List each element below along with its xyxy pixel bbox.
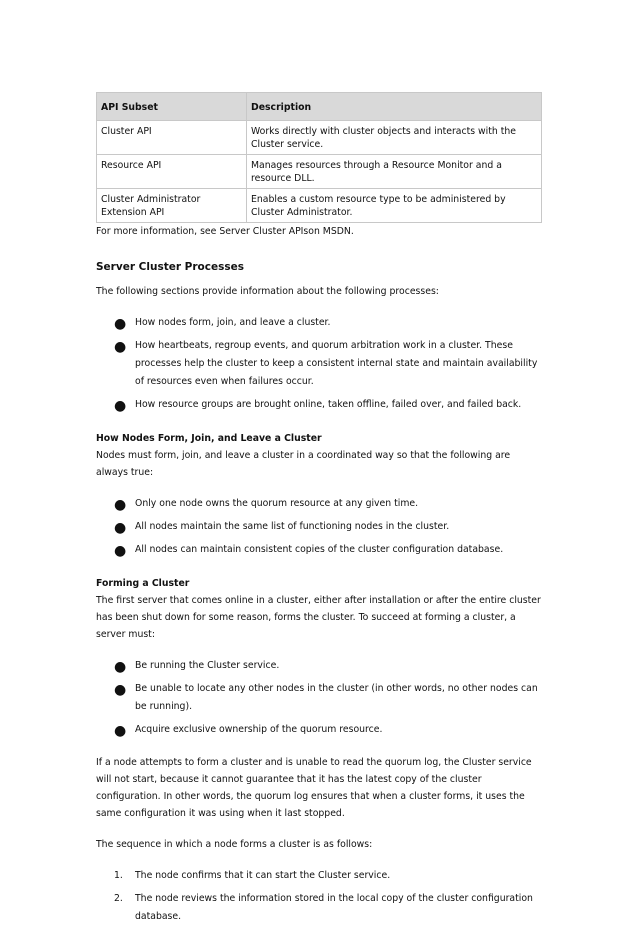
list-item-text: Be unable to locate any other nodes in the cluster (in other words, no other nodes can be running). bbox=[135, 683, 538, 712]
list-item bbox=[96, 495, 542, 513]
list-item-text: The node confirms that it can start the Cluster service. bbox=[135, 870, 391, 881]
bullet-icon: ● bbox=[114, 398, 127, 414]
table-header-cell: API Subset bbox=[97, 93, 247, 121]
list-item bbox=[96, 518, 542, 536]
bullet-icon: ● bbox=[114, 543, 127, 559]
list-item-text: All nodes can maintain consistent copies of the cluster configuration database. bbox=[135, 544, 504, 555]
list-item bbox=[96, 890, 542, 926]
numbered-list bbox=[96, 867, 542, 926]
bullet-list bbox=[96, 314, 542, 414]
bullet-icon: ● bbox=[114, 659, 127, 675]
table-header-row bbox=[97, 93, 542, 121]
bullet-icon: ● bbox=[114, 520, 127, 536]
list-item-text: Only one node owns the quorum resource at any given time. bbox=[135, 498, 419, 509]
more-info-text: For more information, see Server Cluster APIson MSDN. bbox=[96, 226, 354, 237]
list-item bbox=[96, 314, 542, 332]
api-subset-table bbox=[96, 92, 542, 223]
table-cell: Enables a custom resource type to be administered by Cluster Administrator. bbox=[247, 189, 542, 223]
step-number: 1. bbox=[114, 870, 123, 881]
document-page bbox=[96, 92, 542, 931]
table-cell: Manages resources through a Resource Monitor and a resource DLL. bbox=[247, 155, 542, 189]
body-paragraph: If a node attempts to form a cluster and is unable to read the quorum log, the Cluster service will not start, because it cannot guarantee that it has the latest copy of the cluster configuration. In other words, the quorum log ensures that when a cluster forms, it uses the same configuration it was using when it last stopped. bbox=[96, 757, 532, 819]
subsection-heading: How Nodes Form, Join, and Leave a Cluster bbox=[96, 433, 322, 444]
list-item bbox=[96, 721, 542, 739]
bullet-icon: ● bbox=[114, 723, 127, 739]
list-item-text: How heartbeats, regroup events, and quorum arbitration work in a cluster. These processes help the cluster to keep a consistent internal state and maintain availability of resources even when failures occur. bbox=[135, 340, 538, 387]
body-paragraph: The sequence in which a node forms a cluster is as follows: bbox=[96, 839, 373, 850]
section-intro: Nodes must form, join, and leave a cluster in a coordinated way so that the following are always true: bbox=[96, 450, 511, 478]
list-item bbox=[96, 337, 542, 391]
list-item bbox=[96, 867, 542, 885]
section-intro: The first server that comes online in a cluster, either after installation or after the entire cluster has been shut down for some reason, forms the cluster. To succeed at forming a cluster, a server must: bbox=[96, 595, 541, 640]
section-heading: Server Cluster Processes bbox=[96, 261, 244, 273]
bullet-list bbox=[96, 495, 542, 559]
bullet-icon: ● bbox=[114, 316, 127, 332]
bullet-icon: ● bbox=[114, 682, 127, 698]
list-item bbox=[96, 541, 542, 559]
list-item-text: The node reviews the information stored in the local copy of the cluster configuration database. bbox=[135, 893, 533, 922]
table-cell: Resource API bbox=[97, 155, 247, 189]
table-row bbox=[97, 155, 542, 189]
list-item bbox=[96, 680, 542, 716]
table-header-cell: Description bbox=[247, 93, 542, 121]
table-cell: Cluster Administrator Extension API bbox=[97, 189, 247, 223]
bullet-icon: ● bbox=[114, 497, 127, 513]
list-item-text: Acquire exclusive ownership of the quorum resource. bbox=[135, 724, 383, 735]
step-number: 2. bbox=[114, 893, 123, 904]
table-row bbox=[97, 189, 542, 223]
list-item bbox=[96, 396, 542, 414]
subsection-heading: Forming a Cluster bbox=[96, 578, 190, 589]
table-cell: Cluster API bbox=[97, 121, 247, 155]
bullet-list bbox=[96, 657, 542, 739]
bullet-icon: ● bbox=[114, 339, 127, 355]
table-cell: Works directly with cluster objects and interacts with the Cluster service. bbox=[247, 121, 542, 155]
table-row bbox=[97, 121, 542, 155]
list-item-text: How nodes form, join, and leave a cluster. bbox=[135, 317, 331, 328]
list-item-text: All nodes maintain the same list of functioning nodes in the cluster. bbox=[135, 521, 450, 532]
section-intro: The following sections provide information about the following processes: bbox=[96, 286, 439, 297]
list-item bbox=[96, 657, 542, 675]
list-item-text: How resource groups are brought online, taken offline, failed over, and failed back. bbox=[135, 399, 522, 410]
list-item-text: Be running the Cluster service. bbox=[135, 660, 280, 671]
